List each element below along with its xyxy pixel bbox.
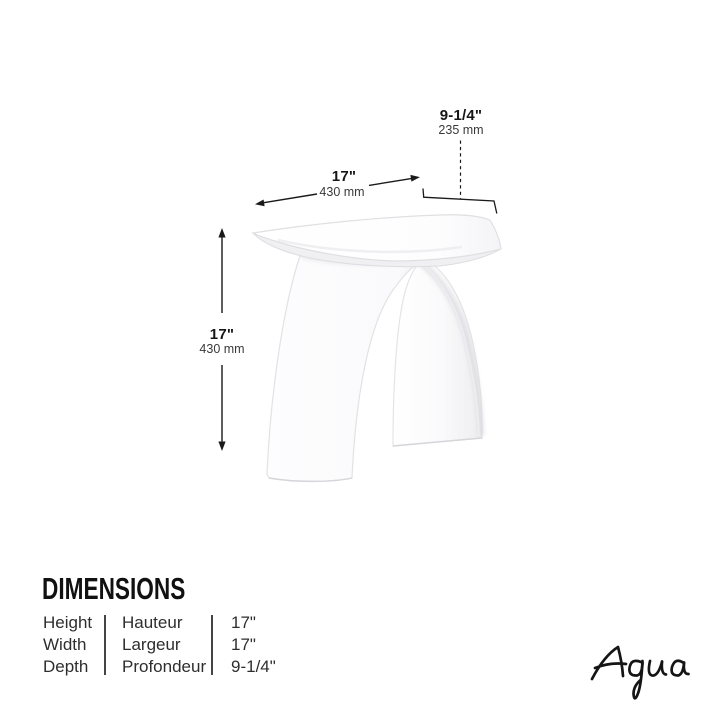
- height-value-metric: 430 mm: [199, 342, 245, 356]
- row-depth-value: 9-1/4": [231, 657, 276, 676]
- depth-value-imperial: 9-1/4": [439, 107, 483, 124]
- width-value-imperial: 17": [331, 168, 357, 185]
- stool-seat: [253, 215, 501, 261]
- row-depth-fr: Profondeur: [122, 657, 207, 676]
- logo-letter-u-tail: [662, 662, 666, 675]
- row-depth-en: Depth: [43, 657, 89, 676]
- dimensions-heading: DIMENSIONS: [42, 571, 186, 606]
- row-height-en: Height: [43, 613, 93, 632]
- dimensions-column-values: [231, 612, 276, 678]
- stool-illustration: [253, 215, 501, 482]
- row-height-value: 17": [231, 613, 256, 632]
- width-value-metric: 430 mm: [319, 185, 365, 199]
- logo-letter-a-bowl: [672, 661, 684, 676]
- height-value-imperial: 17": [209, 326, 235, 343]
- row-height-fr: Hauteur: [122, 613, 183, 632]
- dimensions-column-french: [122, 612, 211, 678]
- depth-dimension-line: [423, 141, 497, 214]
- table-divider: [104, 615, 106, 675]
- depth-value-metric: 235 mm: [438, 123, 484, 137]
- logo-letter-u: [649, 661, 662, 676]
- table-divider: [211, 615, 213, 675]
- row-width-fr: Largeur: [122, 635, 181, 654]
- logo-letter-q-tail: [634, 661, 643, 698]
- row-width-value: 17": [231, 635, 256, 654]
- dimensions-column-english: [43, 612, 104, 678]
- logo-letter-a-tail: [684, 663, 689, 675]
- aqua-logo: [590, 644, 692, 706]
- row-width-en: Width: [43, 635, 87, 654]
- dimensions-table: [43, 612, 276, 678]
